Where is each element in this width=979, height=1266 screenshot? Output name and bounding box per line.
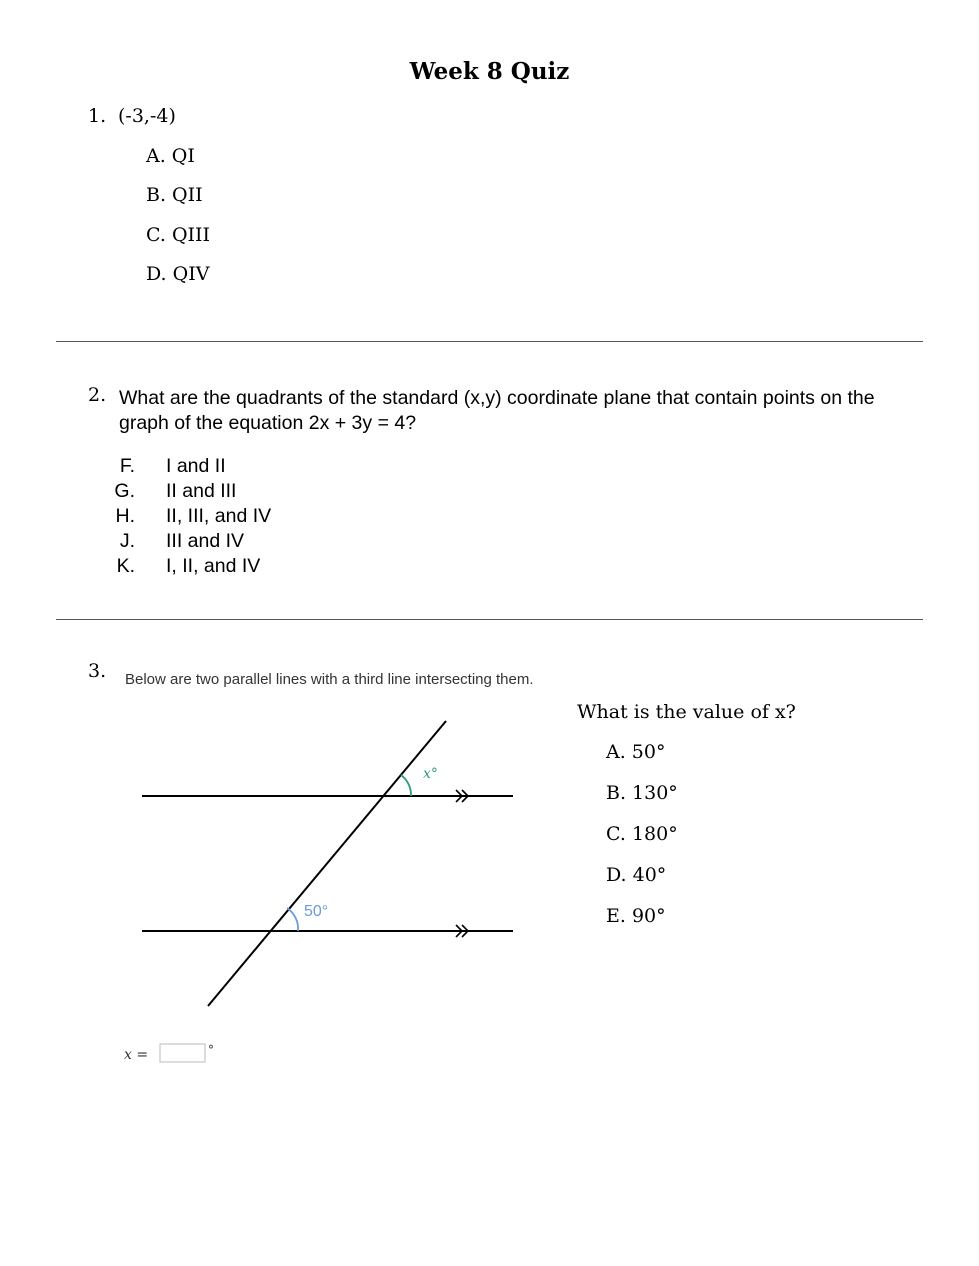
- question-3-intro: Below are two parallel lines with a third line intersecting them.: [125, 671, 534, 688]
- question-3-option-a: A. 50°: [606, 741, 666, 763]
- question-3-stem: What is the value of x?: [577, 701, 796, 723]
- question-2-option-f-letter: F.: [119, 455, 135, 477]
- question-2-option-j-letter: J.: [119, 530, 135, 552]
- answer-degree-symbol: °: [208, 1043, 214, 1057]
- question-3-option-b: B. 130°: [606, 782, 678, 804]
- question-3-number: 3.: [88, 660, 107, 682]
- angle-x-arc: [401, 775, 411, 796]
- question-2-option-g: II and III: [166, 480, 237, 502]
- page-title: Week 8 Quiz: [409, 58, 570, 85]
- question-1-number: 1.: [88, 105, 107, 127]
- question-2-number: 2.: [88, 384, 107, 406]
- answer-prefix: x =: [124, 1047, 149, 1063]
- question-3-option-e: E. 90°: [606, 905, 666, 927]
- question-2-stem: What are the quadrants of the standard (x,y) coordinate plane that contain points on the graph of the equation 2x + 3y = 4?: [119, 387, 875, 434]
- question-2-option-k-letter: K.: [116, 555, 135, 577]
- question-3-option-d: D. 40°: [606, 864, 667, 886]
- angle-x-label: x°: [423, 766, 438, 782]
- question-2-option-f: I and II: [166, 455, 226, 477]
- question-2-option-g-letter: G.: [114, 480, 135, 502]
- angle-50-arc: [287, 908, 298, 931]
- question-2-option-k: I, II, and IV: [166, 555, 261, 577]
- question-1-option-c: C. QIII: [146, 224, 211, 246]
- question-1-stem: (-3,-4): [118, 105, 176, 127]
- question-2-option-h-letter: H.: [115, 505, 135, 527]
- question-1-option-d: D. QIV: [146, 263, 210, 285]
- angle-50-label: 50°: [304, 903, 329, 920]
- question-2-option-j: III and IV: [166, 530, 245, 552]
- answer-input-box[interactable]: [160, 1044, 205, 1062]
- question-3-option-c: C. 180°: [606, 823, 678, 845]
- question-1-option-a: A. QI: [146, 145, 195, 167]
- question-2-option-h: II, III, and IV: [166, 505, 272, 527]
- question-1-option-b: B. QII: [146, 184, 203, 206]
- transversal-line: [208, 721, 446, 1006]
